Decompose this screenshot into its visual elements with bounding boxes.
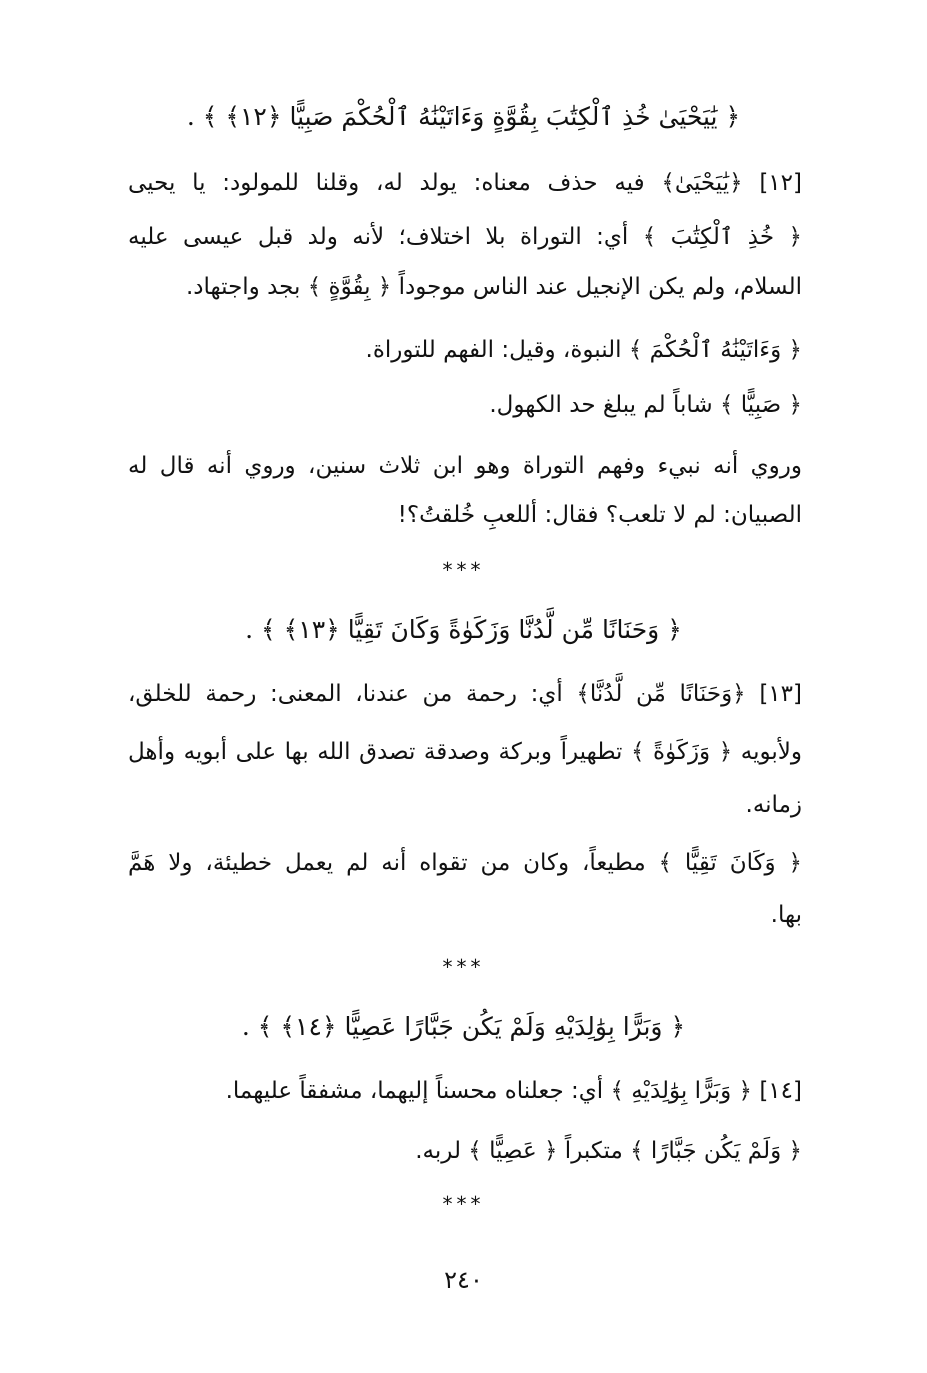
commentary-line: وروي أنه نبيء وفهم التوراة وهو ابن ثلاث سنين، وروي أنه قال له [128,453,802,479]
section-separator: *** [442,955,485,979]
commentary-line: بها. [770,902,802,928]
commentary-line: زمانه. [745,792,802,818]
commentary-line: ولأبويه ﴿ وَزَكَوٰةً ﴾ تطهيراً وبركة وصدقة تصدق الله بها على أبويه وأهل [128,739,802,765]
commentary-line: ﴿ صَبِيًّا ﴾ شاباً لم يبلغ حد الكهول. [489,392,802,418]
commentary-line: [١٣] ﴿وَحَنَانًا مِّن لَّدُنَّا﴾ أي: رحمة من عندنا، المعنى: رحمة للخلق، [128,681,802,707]
verse-14: ﴿ وَبَرًّا بِوَٰلِدَيْهِ وَلَمْ يَكُن جَبَّارًا عَصِيًّا ﴿١٤﴾ ﴾ . [241,1012,686,1041]
commentary-line: [١٢] ﴿يَٰيَحْيَىٰ﴾ فيه حذف معناه: يولد له، وقلنا للمولود: يا يحيى [128,170,802,196]
verse-12: ﴿ يَٰيَحْيَىٰ خُذِ ٱلْكِتَٰبَ بِقُوَّةٍ وَءَاتَيْنَٰهُ ٱلْحُكْمَ صَبِيًّا ﴿١٢﴾ ﴾ . [186,102,741,131]
commentary-line: السلام، ولم يكن الإنجيل عند الناس موجوداً ﴿ بِقُوَّةٍ ﴾ بجد واجتهاد. [185,274,802,300]
section-separator: *** [442,1192,485,1216]
page-number: ٢٤٠ [444,1266,483,1294]
commentary-line: ﴿ وَلَمْ يَكُن جَبَّارًا ﴾ متكبراً ﴿ عَصِيًّا ﴾ لربه. [415,1138,802,1164]
commentary-line: ﴿ خُذِ ٱلْكِتَٰبَ ﴾ أي: التوراة بلا اختلاف؛ لأنه ولد قبل عيسى عليه [128,224,802,250]
commentary-line: الصبيان: لم لا تلعب؟ فقال: أللعبِ خُلقتُ؟! [397,502,802,528]
commentary-line: [١٤] ﴿ وَبَرًّا بِوَٰلِدَيْهِ ﴾ أي: جعلناه محسناً إليهما، مشفقاً عليهما. [225,1078,802,1104]
verse-13: ﴿ وَحَنَانًا مِّن لَّدُنَّا وَزَكَوٰةً وَكَانَ تَقِيًّا ﴿١٣﴾ ﴾ . [245,615,682,644]
commentary-line: ﴿ وَكَانَ تَقِيًّا ﴾ مطيعاً، وكان من تقواه أنه لم يعمل خطيئة، ولا هَمَّ [128,850,802,876]
commentary-line: ﴿ وَءَاتَيْنَٰهُ ٱلْحُكْمَ ﴾ النبوة، وقيل: الفهم للتوراة. [365,337,802,363]
section-separator: *** [442,558,485,582]
